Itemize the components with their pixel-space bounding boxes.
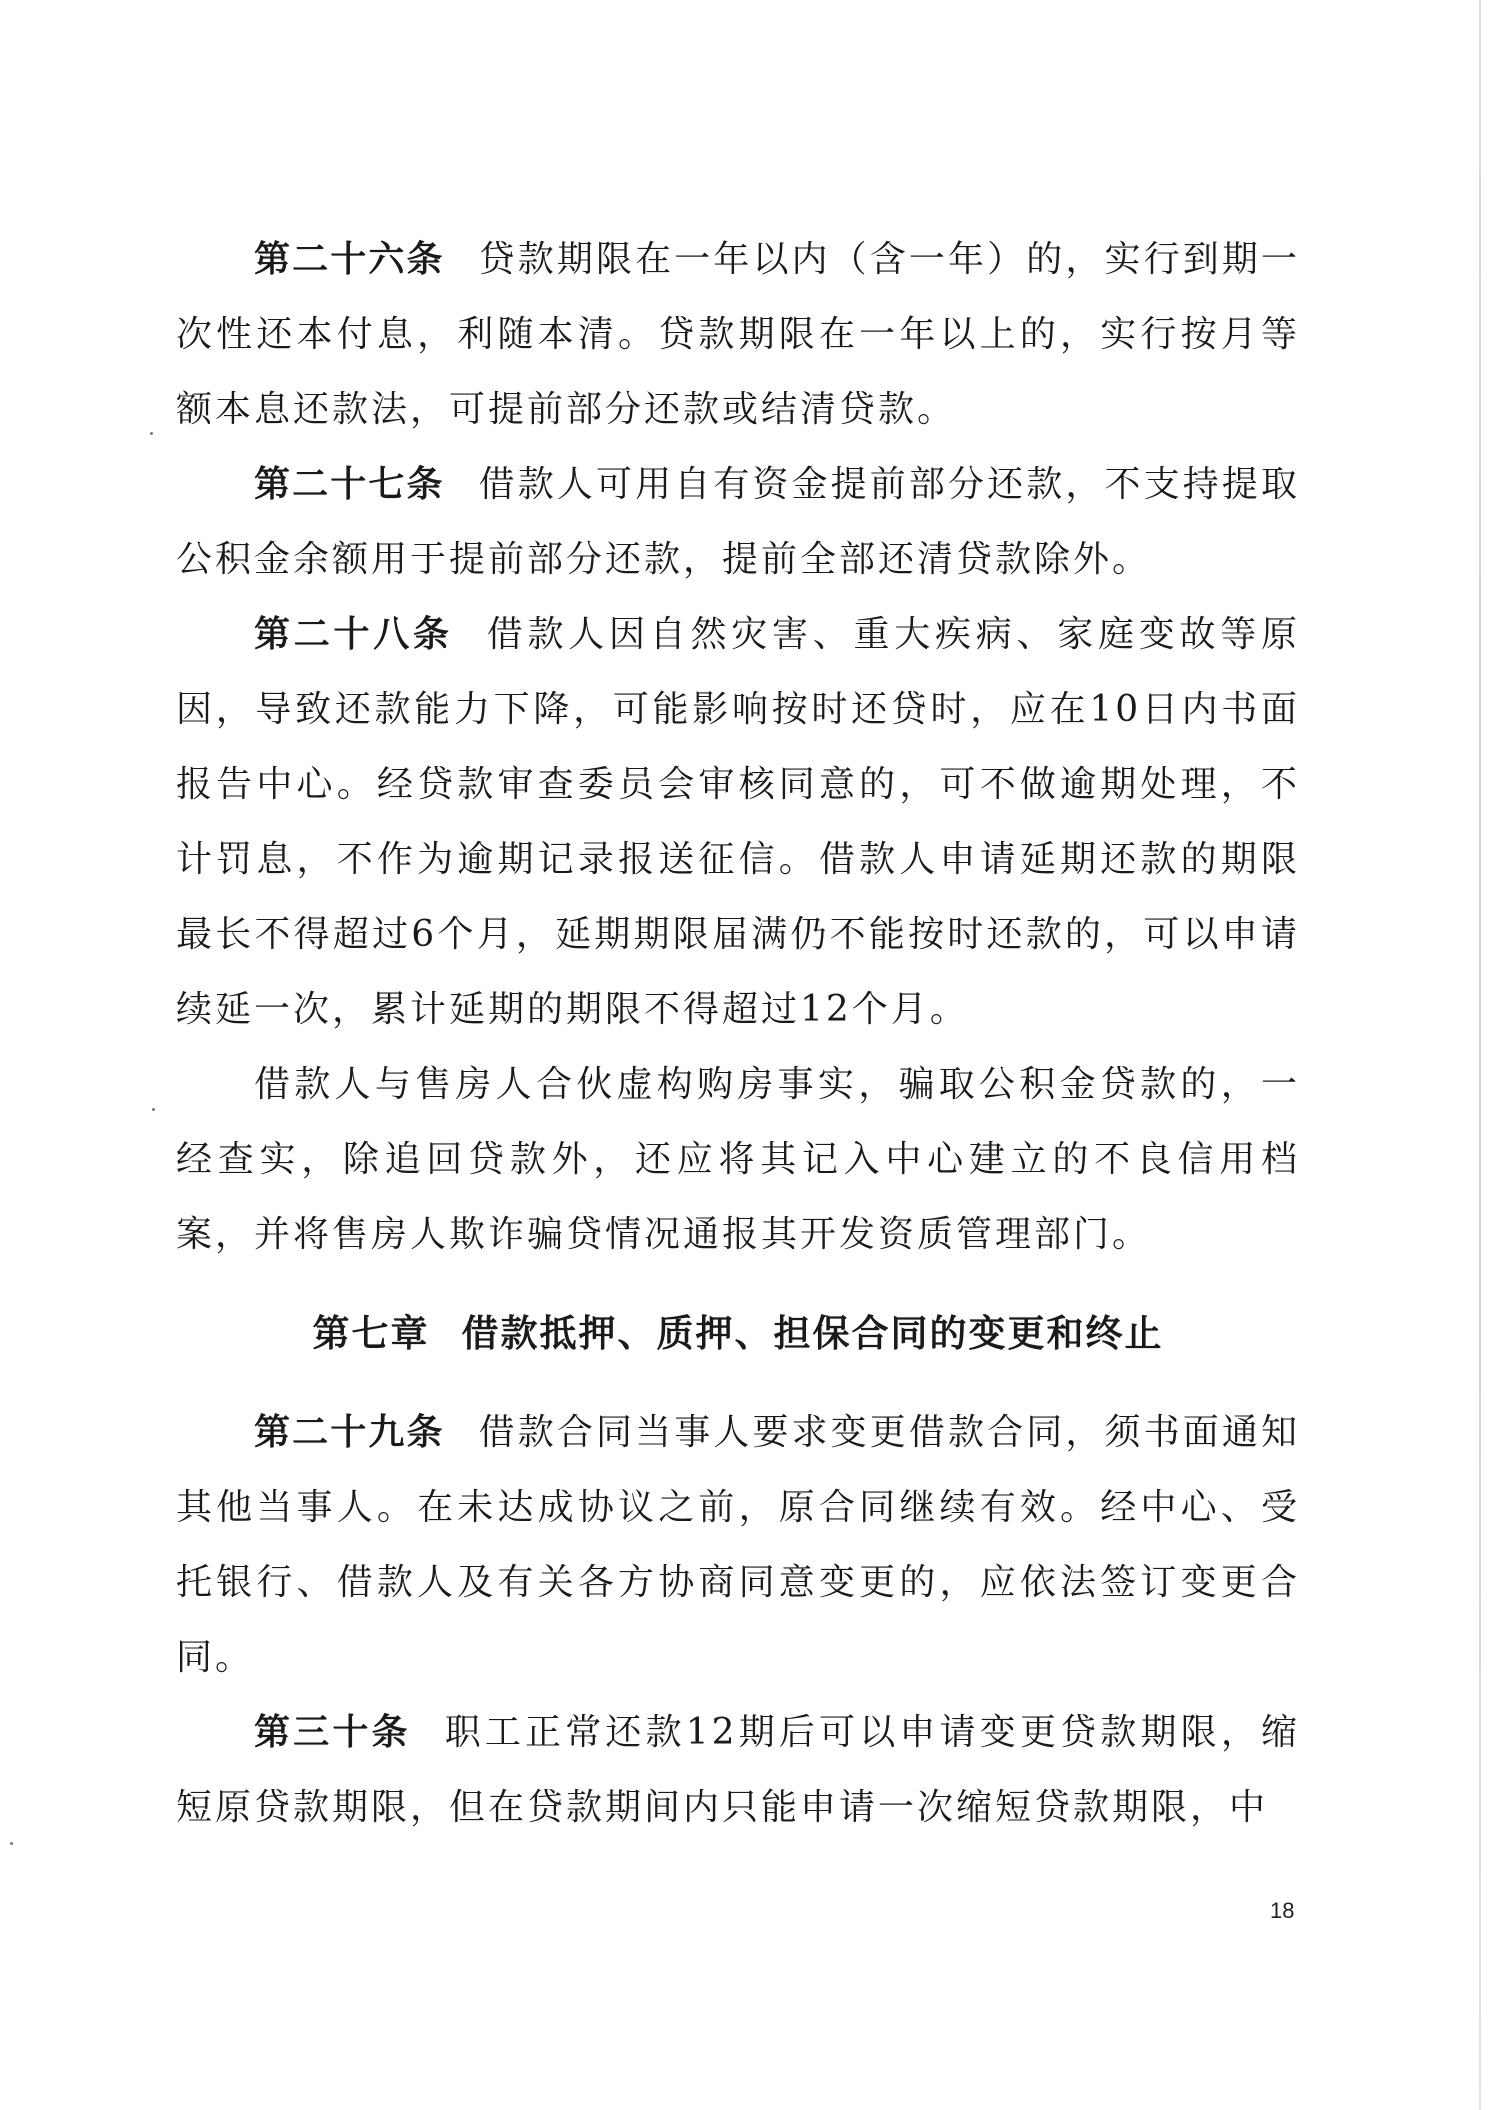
scan-speck bbox=[10, 1842, 13, 1845]
article-text: 借款人可用自有资金提前部分还款，不支持提取公积金余额用于提前部分还款，提前全部还清贷款除外。 bbox=[176, 464, 1300, 580]
article-title: 第三十条 bbox=[254, 1712, 411, 1753]
article-title: 第二十六条 bbox=[254, 239, 445, 280]
chapter-number: 第七章 bbox=[312, 1312, 430, 1355]
article-text: 贷款期限在一年以内（含一年）的，实行到期一次性还本付息，利随本清。贷款期限在一年以上的，实行按月等额本息还款法，可提前部分还款或结清贷款。 bbox=[176, 239, 1300, 430]
article-29 bbox=[176, 1395, 1300, 1695]
article-title: 第二十七条 bbox=[254, 464, 445, 505]
body-text bbox=[176, 222, 1300, 1845]
chapter-title: 借款抵押、质押、担保合同的变更和终止 bbox=[461, 1312, 1164, 1355]
article-26 bbox=[176, 222, 1300, 447]
article-30 bbox=[176, 1695, 1300, 1845]
plain-paragraph: 借款人与售房人合伙虚构购房事实，骗取公积金贷款的，一经查实，除追回贷款外，还应将其记入中心建立的不良信用档案，并将售房人欺诈骗贷情况通报其开发资质管理部门。 bbox=[176, 1064, 1300, 1255]
article-text: 借款合同当事人要求变更借款合同，须书面通知其他当事人。在未达成协议之前，原合同继续有效。经中心、受托银行、借款人及有关各方协商同意变更的，应依法签订变更合同。 bbox=[176, 1412, 1300, 1678]
scan-edge-line bbox=[1479, 0, 1481, 2110]
chapter-heading bbox=[176, 1296, 1300, 1371]
article-27 bbox=[176, 447, 1300, 597]
article-title: 第二十八条 bbox=[254, 614, 453, 655]
scan-speck bbox=[152, 1108, 155, 1111]
scan-speck bbox=[150, 432, 153, 435]
article-text: 借款人因自然灾害、重大疾病、家庭变故等原因，导致还款能力下降，可能影响按时还贷时，应在10日内书面报告中心。经贷款审查委员会审核同意的，可不做逾期处理，不计罚息，不作为逾期记录报送征信。借款人申请延期还款的期限最长不得超过6个月，延期期限届满仍不能按时还款的，可以申请续延一次，累计延期的期限不得超过12个月。 bbox=[176, 614, 1300, 1030]
article-text: 职工正常还款12期后可以申请变更贷款期限，缩短原贷款期限，但在贷款期间内只能申请一次缩短贷款期限，中 bbox=[176, 1712, 1300, 1828]
page-number: 18 bbox=[1270, 1898, 1295, 1923]
article-title: 第二十九条 bbox=[254, 1412, 445, 1453]
article-28 bbox=[176, 597, 1300, 1047]
